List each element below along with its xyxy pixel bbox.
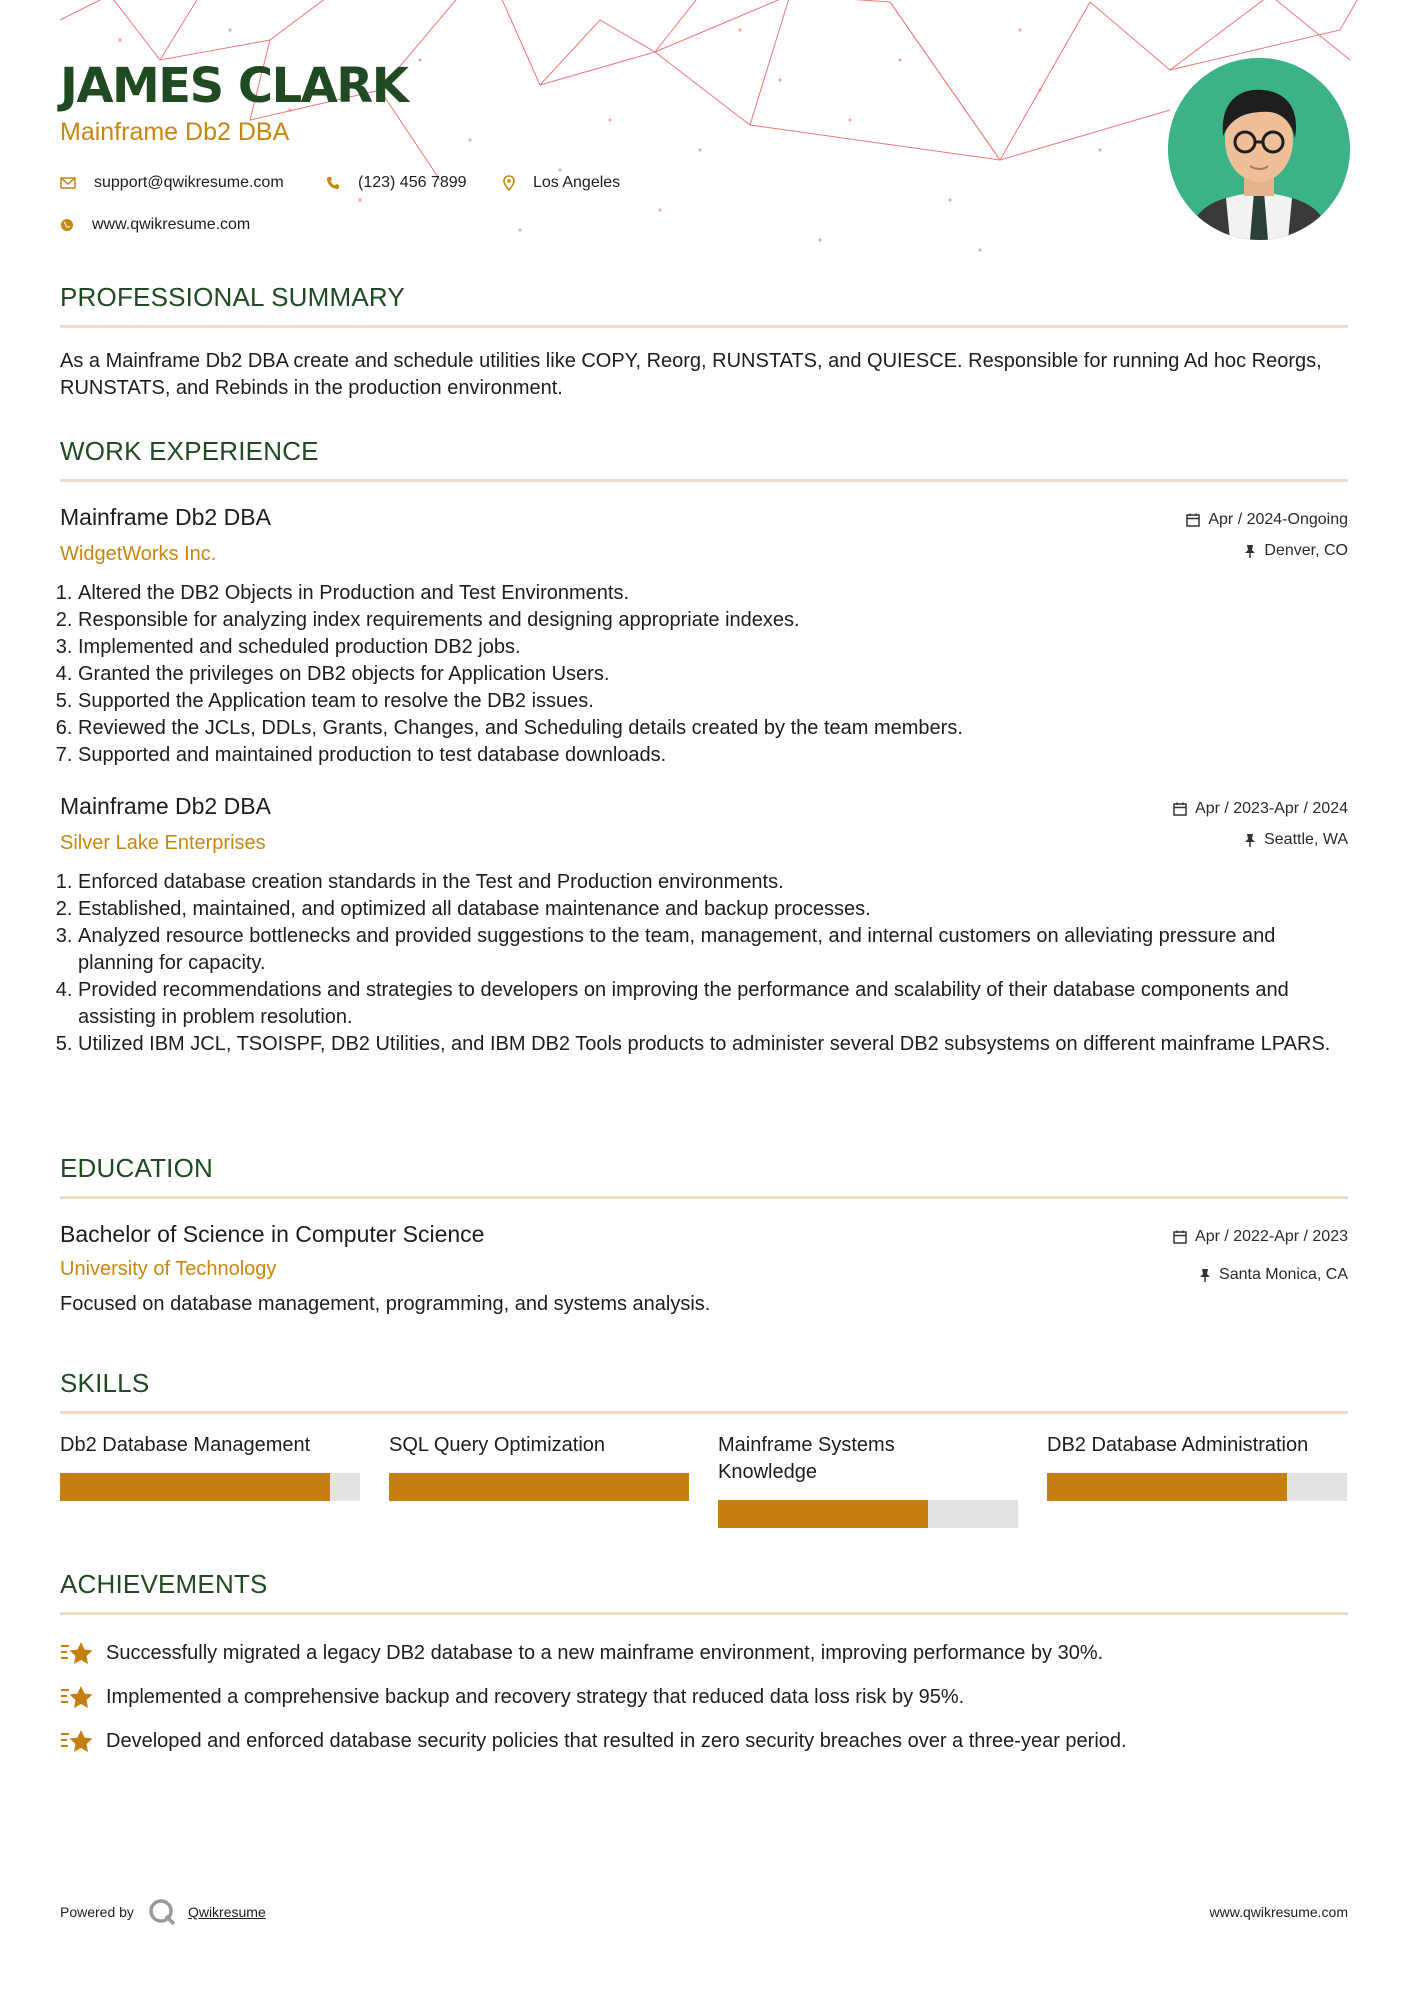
skill-bar-fill xyxy=(389,1473,689,1501)
education-description: Focused on database management, programming, and systems analysis. xyxy=(60,1293,711,1315)
duty-list xyxy=(60,869,1348,1058)
job-company: WidgetWorks Inc. xyxy=(60,543,217,565)
location-text: Los Angeles xyxy=(533,174,621,191)
calendar-icon xyxy=(1186,513,1200,527)
summary-text: As a Mainframe Db2 DBA create and schedule utilities like COPY, Reorg, RUNSTATS, and QUIESCE. Responsible for running Ad hoc Reorgs, RUNSTATS, and Rebinds in the production environment. xyxy=(60,350,1322,399)
job-title: Mainframe Db2 DBA xyxy=(60,793,271,819)
globe-icon xyxy=(60,218,74,232)
duty-item: 3. Analyzed resource bottlenecks and provided suggestions to the team, management, and internal customers on alleviating pressure and planning for capacity. xyxy=(78,923,1348,977)
degree: Bachelor of Science in Computer Science xyxy=(60,1221,485,1247)
pushpin-icon xyxy=(1199,1268,1211,1282)
section-divider xyxy=(60,1411,1348,1414)
skill-name: SQL Query Optimization xyxy=(389,1434,606,1456)
footer-website[interactable]: www.qwikresume.com xyxy=(1209,1904,1348,1920)
website-text: www.qwikresume.com xyxy=(92,216,251,233)
summary-heading: PROFESSIONAL SUMMARY xyxy=(60,282,405,312)
skill-bar-fill xyxy=(1047,1473,1287,1501)
skill-bar-fill xyxy=(718,1500,928,1528)
duty-item: 1. Altered the DB2 Objects in Production and Test Environments. xyxy=(78,580,1348,607)
map-pin-icon xyxy=(503,175,515,191)
skill-item xyxy=(718,1432,1018,1528)
section-divider xyxy=(60,325,1348,328)
summary-section xyxy=(60,282,1348,402)
skill-item xyxy=(389,1432,689,1528)
experience-section xyxy=(60,436,1348,1058)
section-divider xyxy=(60,479,1348,482)
skill-name: Db2 Database Management xyxy=(60,1434,311,1456)
experience-heading: WORK EXPERIENCE xyxy=(60,436,319,466)
star-icon xyxy=(60,1684,94,1710)
duty-item: 4. Granted the privileges on DB2 objects for Application Users. xyxy=(78,661,1348,688)
phone-icon xyxy=(326,176,340,190)
candidate-role: Mainframe Db2 DBA xyxy=(60,118,290,146)
job-entry xyxy=(60,504,1348,769)
duty-item: 5. Utilized IBM JCL, TSOISPF, DB2 Utilities, and IBM DB2 Tools products to administer several DB2 subsystems on different mainframe LPARS. xyxy=(78,1031,1348,1058)
profile-photo xyxy=(1168,58,1350,240)
school: University of Technology xyxy=(60,1258,277,1280)
pushpin-icon xyxy=(1244,544,1256,558)
section-divider xyxy=(60,1612,1348,1615)
skill-bar xyxy=(389,1473,689,1501)
education-entry xyxy=(60,1221,1348,1316)
duty-item: 3. Implemented and scheduled production DB2 jobs. xyxy=(78,634,1348,661)
skill-bar xyxy=(718,1500,1018,1528)
achievement-text: Implemented a comprehensive backup and recovery strategy that reduced data loss risk by 95%. xyxy=(106,1685,965,1708)
skills-section xyxy=(60,1368,1348,1528)
job-location: Denver, CO xyxy=(1264,542,1348,559)
achievement-item xyxy=(60,1631,1348,1675)
powered-by-label: Powered by xyxy=(60,1904,134,1920)
candidate-name: JAMES CLARK xyxy=(60,58,408,114)
qwikresume-logo-icon xyxy=(148,1898,176,1926)
brand-link[interactable]: Qwikresume xyxy=(187,1904,266,1920)
skill-name: Mainframe Systems Knowledge xyxy=(718,1434,895,1483)
footer xyxy=(60,1898,1348,1926)
skill-bar xyxy=(60,1473,360,1501)
education-location: Santa Monica, CA xyxy=(1219,1266,1348,1283)
skills-list xyxy=(60,1432,1348,1528)
contact-location xyxy=(503,174,620,192)
education-dates: Apr / 2022-Apr / 2023 xyxy=(1195,1228,1348,1245)
skill-item xyxy=(60,1432,360,1528)
contact-email[interactable] xyxy=(60,174,284,192)
skill-name: DB2 Database Administration xyxy=(1047,1434,1309,1456)
envelope-icon xyxy=(60,177,76,189)
star-icon xyxy=(60,1640,94,1666)
duty-list xyxy=(60,580,1348,769)
achievements-heading: ACHIEVEMENTS xyxy=(60,1569,268,1599)
achievement-text: Developed and enforced database security policies that resulted in zero security breaches over a three-year period. xyxy=(106,1729,1127,1752)
job-meta xyxy=(1186,510,1348,561)
duty-item: 5. Supported the Application team to resolve the DB2 issues. xyxy=(78,688,1348,715)
section-divider xyxy=(60,1196,1348,1199)
duty-item: 2. Established, maintained, and optimized all database maintenance and backup processes. xyxy=(78,896,1348,923)
contact-phone[interactable] xyxy=(326,174,467,192)
job-title: Mainframe Db2 DBA xyxy=(60,504,271,530)
job-location: Seattle, WA xyxy=(1264,831,1348,848)
achievement-list xyxy=(60,1631,1348,1763)
phone-text: (123) 456 7899 xyxy=(358,174,467,191)
duty-item: 7. Supported and maintained production to test database downloads. xyxy=(78,742,1348,769)
achievement-item xyxy=(60,1719,1348,1763)
calendar-icon xyxy=(1173,1230,1187,1244)
job-entry xyxy=(60,793,1348,1058)
email-text: support@qwikresume.com xyxy=(94,174,284,191)
achievement-text: Successfully migrated a legacy DB2 database to a new mainframe environment, improving performance by 30%. xyxy=(106,1641,1104,1664)
education-heading: EDUCATION xyxy=(60,1153,213,1183)
skill-item xyxy=(1047,1432,1347,1528)
education-meta xyxy=(1173,1227,1348,1285)
duty-item: 4. Provided recommendations and strategies to developers on improving the performance and scalability of their database components and assisting in problem resolution. xyxy=(78,977,1348,1031)
duty-item: 1. Enforced database creation standards in the Test and Production environments. xyxy=(78,869,1348,896)
calendar-icon xyxy=(1173,802,1187,816)
job-company: Silver Lake Enterprises xyxy=(60,832,266,854)
job-dates: Apr / 2023-Apr / 2024 xyxy=(1195,800,1348,817)
job-meta xyxy=(1173,799,1348,850)
star-icon xyxy=(60,1728,94,1754)
duty-item: 2. Responsible for analyzing index requirements and designing appropriate indexes. xyxy=(78,607,1348,634)
education-section xyxy=(60,1153,1348,1316)
job-dates: Apr / 2024-Ongoing xyxy=(1208,511,1348,528)
skills-heading: SKILLS xyxy=(60,1368,150,1398)
achievement-item xyxy=(60,1675,1348,1719)
duty-item: 6. Reviewed the JCLs, DDLs, Grants, Changes, and Scheduling details created by the team members. xyxy=(78,715,1348,742)
pushpin-icon xyxy=(1244,833,1256,847)
achievements-section xyxy=(60,1569,1348,1763)
skill-bar-fill xyxy=(60,1473,330,1501)
contact-website[interactable] xyxy=(60,216,250,234)
skill-bar xyxy=(1047,1473,1347,1501)
